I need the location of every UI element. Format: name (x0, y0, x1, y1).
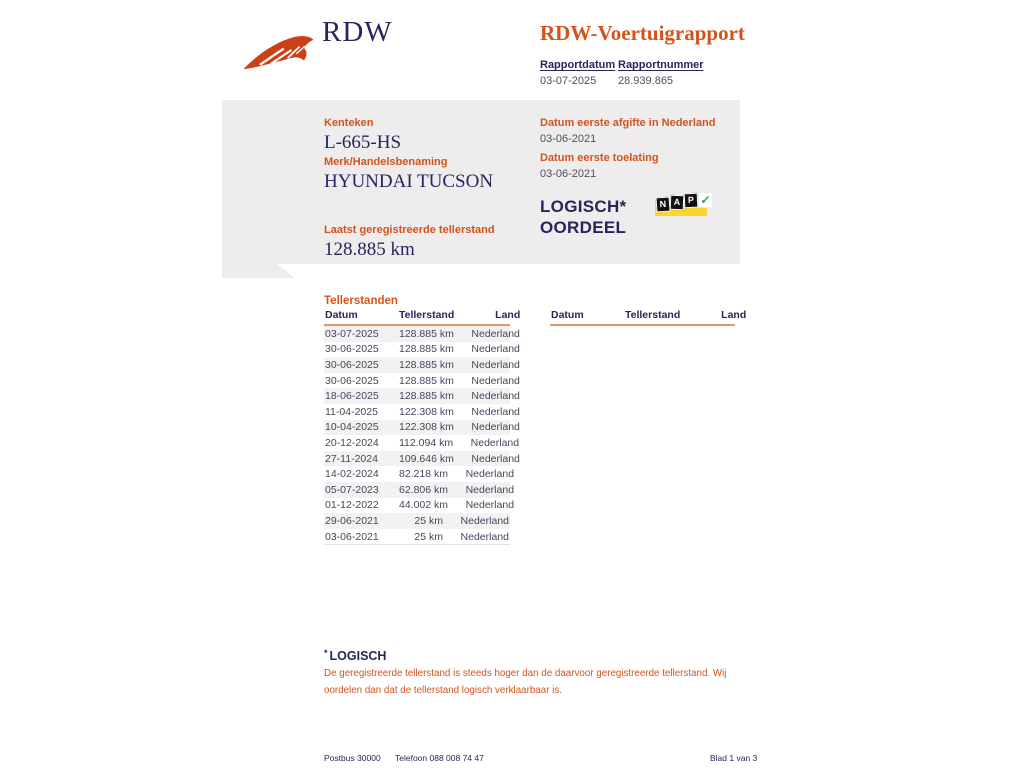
last-odometer-field (324, 224, 495, 261)
table-row (324, 326, 520, 342)
make-model-field (324, 156, 493, 193)
license-plate-label: Kenteken (324, 117, 374, 129)
row-country: Nederland (460, 530, 509, 543)
row-odometer: 128.885 km (399, 390, 454, 403)
table-header (550, 309, 747, 326)
row-date: 18-06-2025 (325, 390, 379, 403)
row-date: 03-07-2025 (325, 327, 379, 340)
row-date: 05-07-2023 (325, 483, 379, 496)
footnote-asterisk: * (324, 648, 328, 658)
table-row (324, 357, 520, 373)
verdict-line-2: OORDEEL (540, 218, 627, 237)
row-country: Nederland (471, 452, 520, 465)
table-row (324, 466, 515, 482)
footer-phone: Telefoon 088 008 74 47 (395, 753, 484, 763)
row-date: 20-12-2024 (325, 436, 379, 449)
tellerstanden-table-left (324, 309, 521, 545)
row-date: 27-11-2024 (325, 452, 378, 465)
table-row (324, 404, 520, 420)
section-title-tellerstanden: Tellerstanden (324, 295, 398, 307)
first-admission-date-label: Datum eerste toelating (540, 152, 659, 164)
row-odometer: 128.885 km (399, 374, 454, 387)
column-header-land: Land (495, 309, 521, 321)
last-odometer-label: Laatst geregistreerde tellerstand (324, 224, 495, 236)
license-plate-value: L-665-HS (324, 132, 402, 153)
row-odometer: 128.885 km (399, 358, 454, 371)
footnote-title (324, 648, 386, 663)
first-issue-date-value: 03-06-2021 (540, 133, 597, 145)
table-row (324, 373, 520, 389)
column-header-tellerstand: Tellerstand (399, 309, 455, 321)
panel-corner-tab (222, 264, 295, 278)
row-odometer: 112.094 km (399, 436, 454, 449)
report-number-label: Rapportnummer (618, 59, 704, 71)
row-date: 30-06-2025 (325, 374, 379, 387)
page-title: RDW-Voertuigrapport (540, 21, 745, 45)
first-issue-date-field (540, 117, 715, 145)
first-admission-date-value: 03-06-2021 (540, 168, 597, 180)
report-number-value: 28.939.865 (618, 75, 674, 87)
footnote-title-text: LOGISCH (329, 649, 387, 663)
table-row (324, 529, 510, 545)
table-row (324, 342, 520, 358)
row-odometer: 128.885 km (399, 343, 454, 356)
odometer-verdict (540, 196, 626, 238)
report-date-field (540, 59, 615, 87)
license-plate-field (324, 117, 401, 154)
row-date: 29-06-2021 (325, 514, 379, 527)
nap-letter-a: A (670, 195, 685, 210)
row-country: Nederland (471, 390, 520, 403)
row-odometer: 25 km (414, 514, 443, 527)
table-row (324, 513, 510, 529)
first-admission-date-field (540, 152, 659, 180)
nap-logo (654, 192, 712, 222)
row-country: Nederland (471, 374, 520, 387)
first-issue-date-label: Datum eerste afgifte in Nederland (540, 117, 716, 129)
rdw-logo-text: RDW (322, 16, 393, 48)
table-header (324, 309, 521, 326)
row-date: 03-06-2021 (325, 530, 379, 543)
row-country: Nederland (465, 499, 515, 512)
row-odometer: 122.308 km (399, 405, 454, 418)
report-date-value: 03-07-2025 (540, 75, 597, 87)
row-country: Nederland (465, 483, 515, 496)
report-number-field (618, 59, 704, 87)
row-country: Nederland (460, 514, 509, 527)
row-country: Nederland (470, 436, 520, 449)
column-header-datum: Datum (551, 309, 584, 321)
rdw-logo-icon (240, 26, 316, 74)
table-row (324, 498, 515, 514)
row-date: 11-04-2025 (325, 405, 378, 418)
row-date: 30-06-2025 (325, 343, 379, 356)
table-row (324, 388, 520, 404)
verdict-line-1: LOGISCH* (540, 197, 627, 216)
nap-letter-p: P (684, 193, 699, 209)
row-odometer: 82.218 km (399, 468, 449, 481)
row-odometer: 109.646 km (399, 452, 454, 465)
nap-check-icon: ✓ (698, 192, 714, 209)
row-country: Nederland (471, 343, 520, 356)
row-odometer: 25 km (414, 530, 443, 543)
footer-page-number: Blad 1 van 3 (710, 753, 758, 763)
footer-address: Postbus 30000 (324, 753, 381, 763)
row-odometer: 122.308 km (399, 421, 454, 434)
last-odometer-value: 128.885 km (324, 239, 415, 260)
row-country: Nederland (471, 405, 520, 418)
row-country: Nederland (471, 327, 520, 340)
make-model-label: Merk/Handelsbenaming (324, 156, 448, 168)
row-country: Nederland (471, 358, 520, 371)
column-header-datum: Datum (325, 309, 358, 321)
row-odometer: 62.806 km (399, 483, 449, 496)
row-country: Nederland (465, 468, 515, 481)
make-model-value: HYUNDAI TUCSON (324, 171, 494, 192)
row-date: 01-12-2022 (325, 499, 379, 512)
footnote-text: De geregistreerde tellerstand is steeds hoger dan de daarvoor geregistreerde tellerstand. Wij oordelen dan dat de tellerstand logisch verklaarbaar is. (324, 668, 727, 696)
row-odometer: 128.885 km (399, 327, 454, 340)
table-rows (324, 326, 520, 545)
row-date: 10-04-2025 (325, 421, 379, 434)
table-row (324, 435, 520, 451)
table-row (324, 420, 520, 436)
table-row (324, 451, 520, 467)
row-country: Nederland (471, 421, 520, 434)
row-odometer: 44.002 km (399, 499, 449, 512)
row-date: 30-06-2025 (325, 358, 379, 371)
report-date-label: Rapportdatum (540, 59, 616, 71)
table-row (324, 482, 515, 498)
row-date: 14-02-2024 (325, 468, 379, 481)
column-header-tellerstand: Tellerstand (625, 309, 681, 321)
tellerstanden-table-right (550, 309, 747, 326)
nap-letter-n: N (655, 197, 670, 213)
vehicle-summary-panel (222, 100, 740, 264)
column-header-land: Land (721, 309, 747, 321)
